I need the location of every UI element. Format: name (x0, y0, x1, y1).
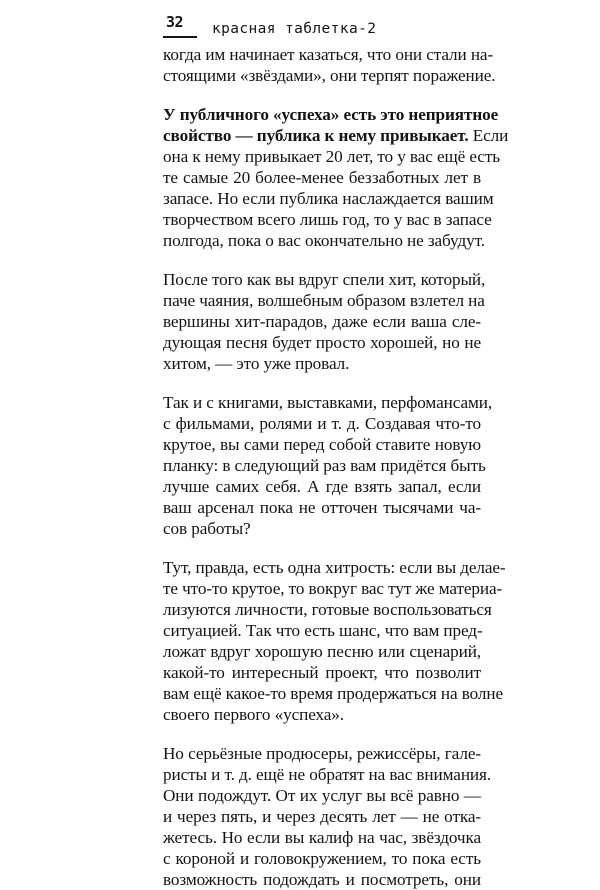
text-line: те что-то крутое, то вокруг вас тут же материа- (163, 579, 503, 598)
text-line: паче чаяния, волшебным образом взлетел на (163, 291, 485, 310)
text-line: Так и с книгами, выставками, перфомансами, (163, 393, 493, 412)
page-number: 32 (166, 13, 184, 31)
text-line: дующая песня будет просто хорошей, но не (163, 333, 481, 352)
text-line: ситуацией. Так что есть шанс, что вам пред- (163, 621, 483, 640)
text-line: с короной и головокружением, то пока есть (163, 849, 481, 868)
text-line: Они подождут. От их услуг вы всё равно — (163, 786, 481, 805)
text-line: планку: в следующий раз вам придётся быть (163, 456, 486, 475)
text-line: она к нему привыкает 20 лет, то у вас ещё есть (163, 147, 501, 166)
text-line: сов работы? (163, 519, 251, 538)
text-line: с фильмами, ролями и т. д. Создавая что-то (163, 414, 481, 433)
text-line: крутое, вы сами перед собой ставите новую (163, 435, 481, 454)
body-text (163, 44, 509, 890)
paragraph-3 (163, 269, 486, 374)
text-line: запасе. Но если публика наслаждается вашим (163, 189, 494, 208)
text-line: когда им начинает казаться, что они стали на- (163, 45, 494, 64)
text-line: стоящими «звёздами», они терпят поражение. (163, 66, 496, 85)
text-line: Но серьёзные продюсеры, режиссёры, гале- (163, 744, 481, 763)
text-line: какой-то интересный проект, что позволит (163, 663, 481, 682)
text-line (163, 125, 509, 146)
text-line: хитом, — это уже провал. (163, 354, 350, 373)
text-line: возможность подождать и посмотреть, они (163, 870, 481, 889)
paragraph-1 (163, 44, 496, 86)
text-line: жетесь. Но если вы калиф на час, звёздочка (163, 828, 481, 847)
text-line: вершины хит-парадов, даже если ваша сле- (163, 312, 481, 331)
paragraph-4 (163, 392, 493, 539)
paragraph-2 (163, 104, 509, 251)
paragraph-6 (163, 743, 492, 890)
text-line: вам ещё какое-то время продержаться на волне (163, 684, 504, 703)
text-line: те самые 20 более-менее беззаботных лет в (163, 168, 481, 187)
text-line: Тут, правда, есть одна хитрость: если вы делае- (163, 558, 506, 577)
text-line: лизуются личности, готовые воспользоваться (163, 600, 492, 619)
header-rule (163, 36, 197, 38)
page-header (163, 10, 483, 40)
text-line: ложат вдруг хорошую песню или сценарий, (163, 642, 481, 661)
text-line: ваш арсенал пока не отточен тысячами ча- (163, 498, 481, 517)
text-line: полгода, пока о вас окончательно не забудут. (163, 231, 485, 250)
text-line: и через пять, и через десять лет — не отка- (163, 807, 481, 826)
paragraph-5 (163, 557, 506, 725)
text-line: своего первого «успеха». (163, 705, 344, 724)
bold-text-fragment: свойство — публика к нему привыкает. (163, 126, 469, 145)
running-title: красная таблетка-2 (212, 21, 377, 37)
text-line: творчеством всего лишь год, то у вас в запасе (163, 210, 492, 229)
text-line: ристы и т. д. ещё не обратят на вас внимания. (163, 765, 492, 784)
text-line: После того как вы вдруг спели хит, который, (163, 270, 486, 289)
bold-text-line: У публичного «успеха» есть это неприятное (163, 105, 499, 124)
text-line: лучше самих себя. А где взять запал, если (163, 477, 481, 496)
text-fragment: Если (468, 126, 509, 145)
